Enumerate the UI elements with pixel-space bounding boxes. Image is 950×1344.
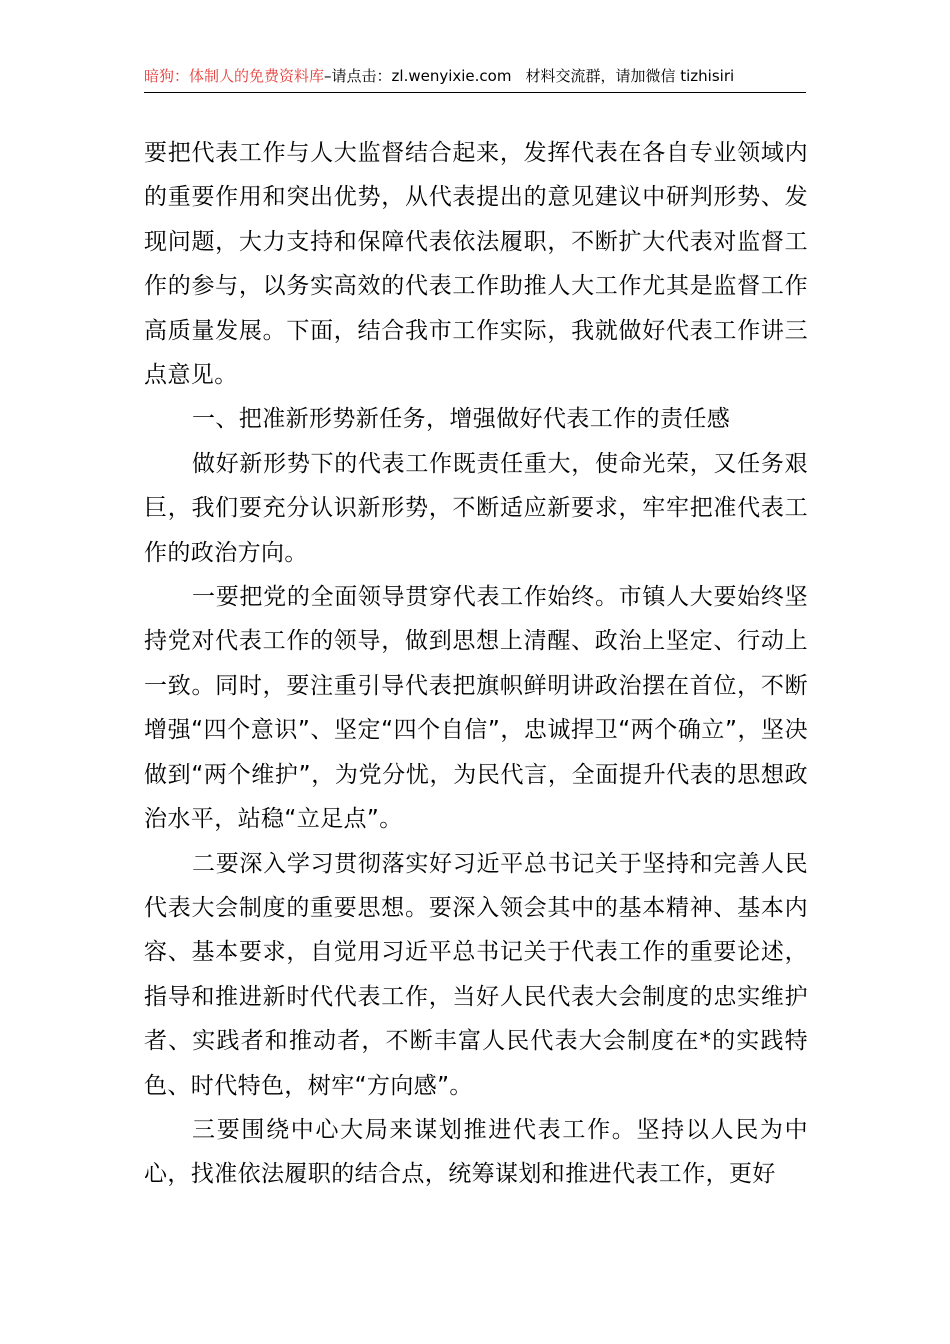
document-header <box>144 66 806 93</box>
paragraph: 做好新形势下的代表工作既责任重大，使命光荣，又任务艰巨，我们要充分认识新形势，不断适应新要求，牢牢把准代表工作的政治方向。 <box>144 450 808 566</box>
header-link[interactable]: zl.wenyixie.com <box>391 67 512 85</box>
section-heading: 一、把准新形势新任务，增强做好代表工作的责任感 <box>192 406 731 433</box>
header-click-prefix: –请点击： <box>324 67 392 85</box>
paragraph: 三要围绕中心大局来谋划推进代表工作。坚持以人民为中心，找准依法履职的结合点，统筹谋划和推进代表工作，更好 <box>144 1116 808 1188</box>
paragraph: 一要把党的全面领导贯穿代表工作始终。市镇人大要始终坚持党对代表工作的领导，做到思想上清醒、政治上坚定、行动上一致。同时，要注重引导代表把旗帜鲜明讲政治摆在首位，不断增强“四个意识”、坚定“四个自信”，忠诚捍卫“两个确立”，坚决做到“两个维护”，为党分忧，为民代言，全面提升代表的思想政治水平，站稳“立足点”。 <box>144 584 808 833</box>
header-brand: 暗狗：体制人的免费资料库 <box>144 67 325 85</box>
header-group-note: 材料交流群，请加微信 tizhisiri <box>525 67 735 85</box>
paragraph: 要把代表工作与人大监督结合起来，发挥代表在各自专业领域内的重要作用和突出优势，从代表提出的意见建议中研判形势、发现问题，大力支持和保障代表依法履职，不断扩大代表对监督工作的参与，以务实高效的代表工作助推人大工作尤其是监督工作高质量发展。下面，结合我市工作实际，我就做好代表工作讲三点意见。 <box>144 140 808 389</box>
document-body <box>144 131 808 1197</box>
paragraph: 二要深入学习贯彻落实好习近平总书记关于坚持和完善人民代表大会制度的重要思想。要深入领会其中的基本精神、基本内容、基本要求，自觉用习近平总书记关于代表工作的重要论述，指导和推进新时代代表工作，当好人民代表大会制度的忠实维护者、实践者和推动者，不断丰富人民代表大会制度在*的实践特色、时代特色，树牢“方向感”。 <box>144 850 808 1099</box>
